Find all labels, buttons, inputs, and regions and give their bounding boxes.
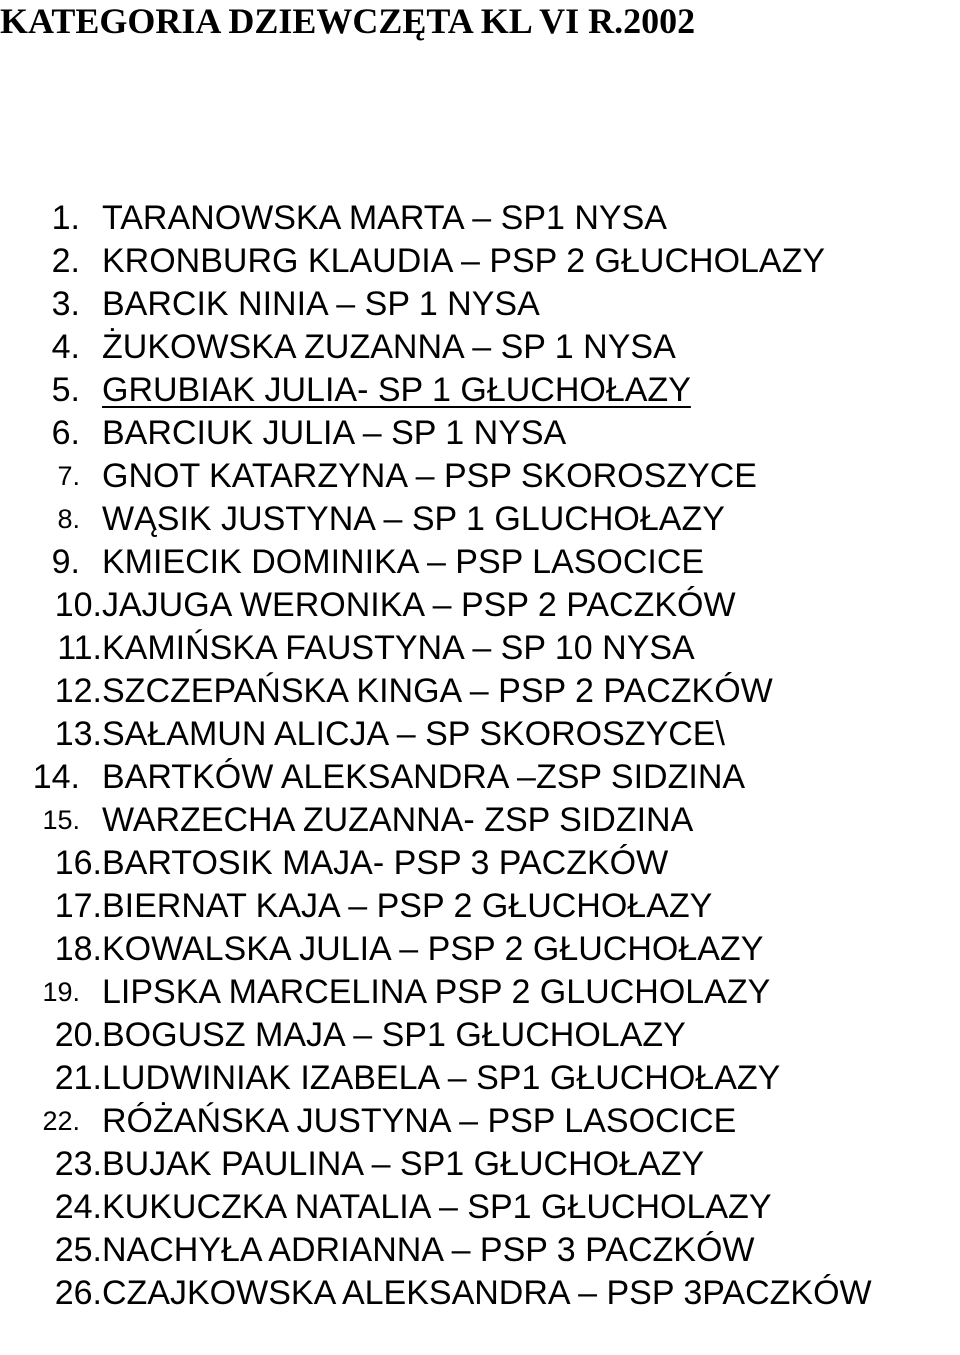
list-item [0, 1143, 872, 1186]
list-text: KAMIŃSKA FAUSTYNA – SP 10 NYSA [102, 629, 695, 667]
list-text: ŻUKOWSKA ZUZANNA – SP 1 NYSA [102, 328, 676, 366]
list-number: 1. [51, 199, 80, 237]
list-item [0, 885, 872, 928]
list-item [0, 197, 872, 240]
list-text: KMIECIK DOMINIKA – PSP LASOCICE [102, 543, 705, 581]
list-number: 13. [54, 715, 102, 753]
list-text: KRONBURG KLAUDIA – PSP 2 GŁUCHOLAZY [102, 242, 826, 280]
list-number: 20. [54, 1016, 102, 1054]
list-number: 6. [51, 414, 80, 452]
list-text: BARCIUK JULIA – SP 1 NYSA [102, 414, 567, 452]
page-title: KATEGORIA DZIEWCZĘTA KL VI R.2002 [0, 1, 696, 41]
list-number: 17. [54, 887, 102, 925]
list-number: 10. [54, 586, 102, 624]
list-item [0, 756, 872, 799]
list-text: SAŁAMUN ALICJA – SP SKOROSZYCE\ [102, 715, 725, 753]
list-item [0, 842, 872, 885]
list-item [0, 971, 872, 1014]
list-number: 23. [54, 1145, 102, 1183]
list-item [0, 713, 872, 756]
list-text: BOGUSZ MAJA – SP1 GŁUCHOLAZY [102, 1016, 686, 1054]
list-text: BIERNAT KAJA – PSP 2 GŁUCHOŁAZY [102, 887, 713, 925]
list-item [0, 498, 872, 541]
list-number: 26. [54, 1274, 102, 1312]
list-number: 24. [54, 1188, 102, 1226]
list-item [0, 1186, 872, 1229]
list-item [0, 584, 872, 627]
list-item [0, 326, 872, 369]
list-text: KOWALSKA JULIA – PSP 2 GŁUCHOŁAZY [102, 930, 764, 968]
list-number: 21. [54, 1059, 102, 1097]
list-text: RÓŻAŃSKA JUSTYNA – PSP LASOCICE [102, 1102, 737, 1140]
list-text: JAJUGA WERONIKA – PSP 2 PACZKÓW [102, 586, 736, 624]
list-item [0, 670, 872, 713]
list-number: 11. [57, 629, 102, 667]
list-item [0, 928, 872, 971]
list-item [0, 1057, 872, 1100]
list-number: 5. [51, 371, 80, 409]
list-number: 15. [42, 805, 80, 835]
list-text: GRUBIAK JULIA- SP 1 GŁUCHOŁAZY [102, 371, 691, 409]
list-text: NACHYŁA ADRIANNA – PSP 3 PACZKÓW [102, 1231, 755, 1269]
list-number: 16. [54, 844, 102, 882]
list-number: 18. [54, 930, 102, 968]
list-number: 22. [42, 1106, 80, 1136]
list-item [0, 799, 872, 842]
list-number: 3. [51, 285, 80, 323]
list-text: BARTOSIK MAJA- PSP 3 PACZKÓW [102, 844, 669, 882]
list-number: 8. [57, 504, 80, 534]
list-number: 4. [51, 328, 80, 366]
list-number: 2. [51, 242, 80, 280]
list-text: WARZECHA ZUZANNA- ZSP SIDZINA [102, 801, 694, 839]
list-item [0, 283, 872, 326]
list-text: LUDWINIAK IZABELA – SP1 GŁUCHOŁAZY [102, 1059, 781, 1097]
list-item [0, 1272, 872, 1315]
list-item [0, 627, 872, 670]
list-text: TARANOWSKA MARTA – SP1 NYSA [102, 199, 667, 237]
list-text: CZAJKOWSKA ALEKSANDRA – PSP 3PACZKÓW [102, 1274, 872, 1312]
list-text: LIPSKA MARCELINA PSP 2 GLUCHOLAZY [102, 973, 771, 1011]
list-number: 14. [32, 758, 80, 796]
list-item [0, 455, 872, 498]
list-number: 12. [54, 672, 102, 710]
results-list [0, 197, 872, 1315]
list-number: 25. [54, 1231, 102, 1269]
list-text: GNOT KATARZYNA – PSP SKOROSZYCE [102, 457, 757, 495]
list-text: BUJAK PAULINA – SP1 GŁUCHOŁAZY [102, 1145, 705, 1183]
list-item [0, 541, 872, 584]
list-text: KUKUCZKA NATALIA – SP1 GŁUCHOLAZY [102, 1188, 772, 1226]
list-text: SZCZEPAŃSKA KINGA – PSP 2 PACZKÓW [102, 672, 773, 710]
list-text: BARCIK NINIA – SP 1 NYSA [102, 285, 540, 323]
list-number: 19. [42, 977, 80, 1007]
list-item [0, 1014, 872, 1057]
list-item [0, 240, 872, 283]
list-item [0, 1100, 872, 1143]
list-item [0, 369, 872, 412]
list-text: WĄSIK JUSTYNA – SP 1 GLUCHOŁAZY [102, 500, 725, 538]
list-number: 9. [51, 543, 80, 581]
list-text: BARTKÓW ALEKSANDRA –ZSP SIDZINA [102, 758, 746, 796]
list-item [0, 1229, 872, 1272]
list-number: 7. [57, 461, 80, 491]
list-item [0, 412, 872, 455]
